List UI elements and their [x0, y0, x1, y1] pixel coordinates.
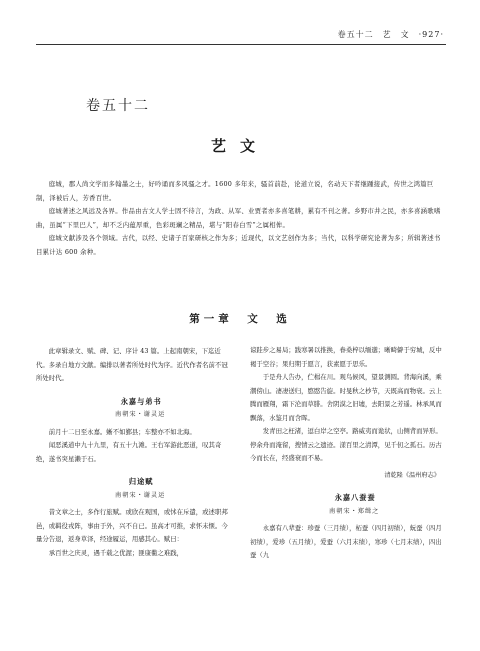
- intro-paragraph: 庭城著述之风远及各界。作品由古文人学士固不待言，为政、从军、业贾者亦多喜笔耕，累有不刊之著。乡野市井之民，亦多喜涵歌嗜曲，虽属“下里巴人”，却不乏内蕴厚重，色彩斑斓之精品，堪与“阳春白雪”之属相侔。: [36, 207, 441, 229]
- piece-author: 南朝宋・郑缉之: [329, 507, 380, 515]
- piece-paragraph: 永嘉有八辈蚕：珍蚕（三月绩），柘蚕（四月初绩），蚖蚕（四月初绩），爱珍（五月绩），爱蚕（六月末绩），寒珍（七月末绩），四出蚕（九: [250, 524, 442, 559]
- piece-paragraph: 发青田之枉渚，逗白岸之空亭。路威夷而诡状，山侧背而异形。停余舟而淹留，搜情云之遗迹。漾百里之清潭，见千仞之孤石。历古今而长在，经盛衰而不易。: [250, 427, 442, 462]
- piece-author: 南朝宋・谢灵运: [115, 491, 166, 499]
- piece-title: 永嘉与弟书: [120, 396, 162, 406]
- intro-text: [36, 178, 446, 259]
- piece-paragraph: 于是舟人告办，伫楫在川。观鸟候风，望景测圆。背海向溪，乘潮傍山。凄凄送归，愍愍告旋。时旻秋之杪节，天既高而物衰。云上腾而雁翔，霜下沦而草腓。舍阴漠之旧墟，去阳景之芳遥。林承风而飘落，水鉴月而含晖。: [250, 373, 442, 422]
- intro-paragraph: 庭城，郡人尚文学而多翰墨之士，好吟诵而多风骚之才。1600 多年来，骚首前赴，论道立说，名动天下者继踵接武，传世之鸿篇巨制，泽被后人，芳香百世。: [36, 180, 434, 202]
- section-title: 艺文: [210, 137, 269, 155]
- chapter-title: 第一章 文 选: [189, 313, 291, 325]
- piece-author: 南朝宋・谢灵运: [115, 411, 166, 418]
- piece-continuation: 谅跬步之易局；践寒暑以推换，眷桑梓以缅邈；晰畸僻于穷城，反中褐于空谷；果归期于愿言，获素愿于思乐。: [250, 346, 442, 368]
- right-column: [250, 344, 446, 563]
- volume-title: 卷五十二: [86, 98, 150, 114]
- chapter-preface: 此章辑录文、赋、碑、记、序计 43 篇。上起南朝宋，下迄近代。多录自地方文献。编排以著者所处时代为序。近代作者名前不冠所处时代。: [36, 347, 228, 382]
- piece-paragraph: 闻恶溪道中九十九里，有五十九滩。王右军游此恶道，叹其奇绝，遂书突星濑于石。: [36, 441, 222, 463]
- intro-paragraph: 庭城文献涉及各个领域。古代，以经、史诸子百家研核之作为多；近现代，以文艺创作为多；当代，以科学研究论著为多；所辑著述书目累计达 600 余种。: [36, 234, 441, 256]
- piece-title: 永嘉八蚕蚕: [334, 493, 376, 502]
- header-rule: [36, 44, 446, 45]
- source-citation: 清乾隆《温州府志》: [384, 471, 440, 479]
- left-column: [36, 345, 232, 560]
- running-head: 卷五十二 艺 文 ·927·: [337, 30, 444, 39]
- piece-paragraph: 昔文章之士，多作行旅赋。或欣在观国，或怵在斥遣，或述职邦邑，或羁役戎阵，事由于外，兴不自已。虽高才可推，求怀未惬。今量分告退，返身草泽，经途履运，用感其心。赋曰：: [36, 508, 228, 543]
- piece-title: 归途赋: [128, 477, 154, 486]
- piece-paragraph: 前月十二日至永嘉。蜥不如鄞县；车整亦不如北海。: [48, 427, 196, 436]
- piece-paragraph: 承百世之庆灵，遇千载之优渥；匪康衢之难践，: [48, 548, 183, 557]
